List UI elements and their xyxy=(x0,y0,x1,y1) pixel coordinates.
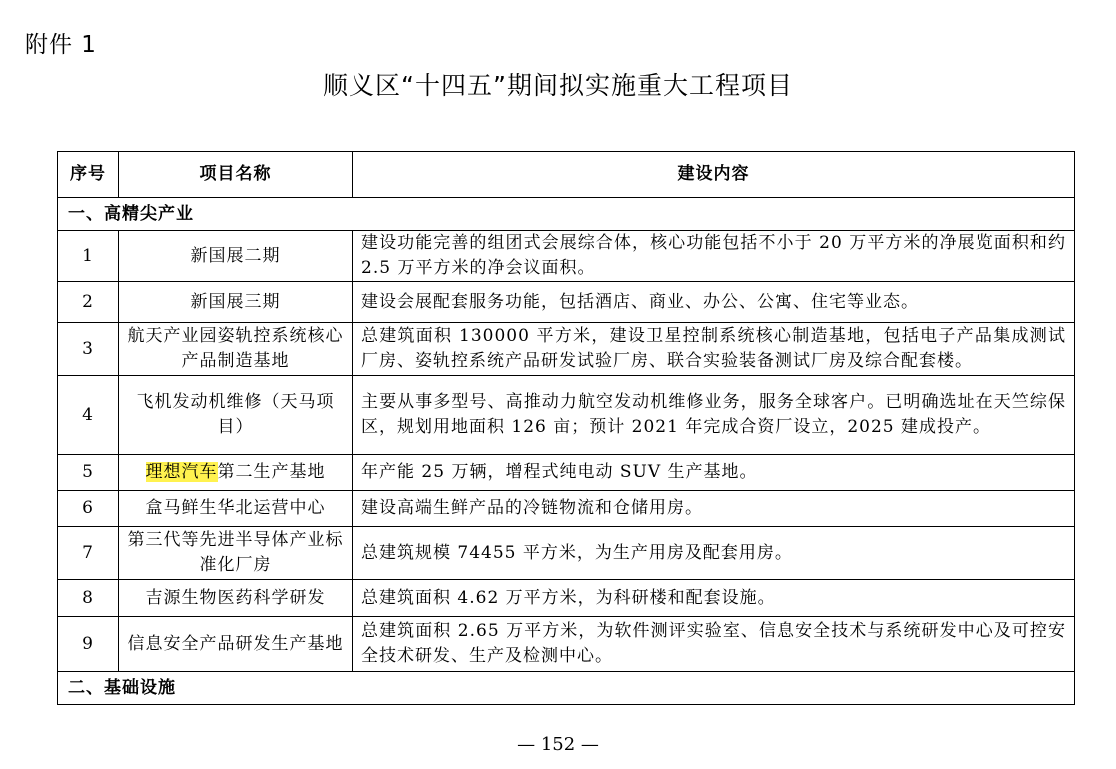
table-row xyxy=(58,617,1075,672)
row-project-name: 航天产业园姿轨控系统核心产品制造基地 xyxy=(119,323,353,376)
table-row xyxy=(58,491,1075,527)
row-content: 主要从事多型号、高推动力航空发动机维修业务，服务全球客户。已明确选址在天竺综保区，规划用地面积 126 亩；预计 2021 年完成合资厂设立，2025 建成投产。 xyxy=(353,376,1075,455)
page-number: — 152 — xyxy=(517,734,599,755)
table-row xyxy=(58,282,1075,323)
header-content: 建设内容 xyxy=(353,152,1075,198)
table-row xyxy=(58,527,1075,580)
table-row xyxy=(58,580,1075,617)
header-project-name: 项目名称 xyxy=(119,152,353,198)
row-content: 建设会展配套服务功能，包括酒店、商业、办公、公寓、住宅等业态。 xyxy=(353,282,1075,323)
row-number: 1 xyxy=(58,231,119,282)
row-number: 4 xyxy=(58,376,119,455)
row-project-name: 飞机发动机维修（天马项目） xyxy=(119,376,353,455)
row-project-name: 新国展三期 xyxy=(119,282,353,323)
row-number: 6 xyxy=(58,491,119,527)
highlighted-company-name: 理想汽车 xyxy=(145,462,218,482)
row-number: 3 xyxy=(58,323,119,376)
row-content: 建设功能完善的组团式会展综合体，核心功能包括不小于 20 万平方米的净展览面积和约 2.5 万平方米的净会议面积。 xyxy=(353,231,1075,282)
attachment-label: 附件 1 xyxy=(25,32,97,58)
row-project-name xyxy=(119,455,353,491)
row-content: 年产能 25 万辆，增程式纯电动 SUV 生产基地。 xyxy=(353,455,1075,491)
row-number: 7 xyxy=(58,527,119,580)
section-row xyxy=(58,198,1075,231)
row-content: 总建筑面积 4.62 万平方米，为科研楼和配套设施。 xyxy=(353,580,1075,617)
row-project-name: 吉源生物医药科学研发 xyxy=(119,580,353,617)
row-project-name: 新国展二期 xyxy=(119,231,353,282)
row-content: 总建筑面积 2.65 万平方米，为软件测评实验室、信息安全技术与系统研发中心及可控安全技术研发、生产及检测中心。 xyxy=(353,617,1075,672)
row-number: 8 xyxy=(58,580,119,617)
row-number: 5 xyxy=(58,455,119,491)
section-heading: 一、高精尖产业 xyxy=(58,198,1075,231)
row-project-name: 第三代等先进半导体产业标准化厂房 xyxy=(119,527,353,580)
row-content: 总建筑规模 74455 平方米，为生产用房及配套用房。 xyxy=(353,527,1075,580)
row-content: 总建筑面积 130000 平方米，建设卫星控制系统核心制造基地，包括电子产品集成测试厂房、姿轨控系统产品研发试验厂房、联合实验装备测试厂房及综合配套楼。 xyxy=(353,323,1075,376)
table-row xyxy=(58,455,1075,491)
table-row xyxy=(58,376,1075,455)
table-row xyxy=(58,323,1075,376)
row-project-name: 盒马鲜生华北运营中心 xyxy=(119,491,353,527)
row-number: 9 xyxy=(58,617,119,672)
header-number: 序号 xyxy=(58,152,119,198)
projects-table xyxy=(57,151,1075,705)
project-name-rest: 第二生产基地 xyxy=(217,462,326,482)
table-row xyxy=(58,231,1075,282)
row-project-name: 信息安全产品研发生产基地 xyxy=(119,617,353,672)
section-heading: 二、基础设施 xyxy=(58,672,1075,705)
table-header-row xyxy=(58,152,1075,198)
row-content: 建设高端生鲜产品的冷链物流和仓储用房。 xyxy=(353,491,1075,527)
row-number: 2 xyxy=(58,282,119,323)
document-title: 顺义区“十四五”期间拟实施重大工程项目 xyxy=(323,71,793,100)
section-row xyxy=(58,672,1075,705)
